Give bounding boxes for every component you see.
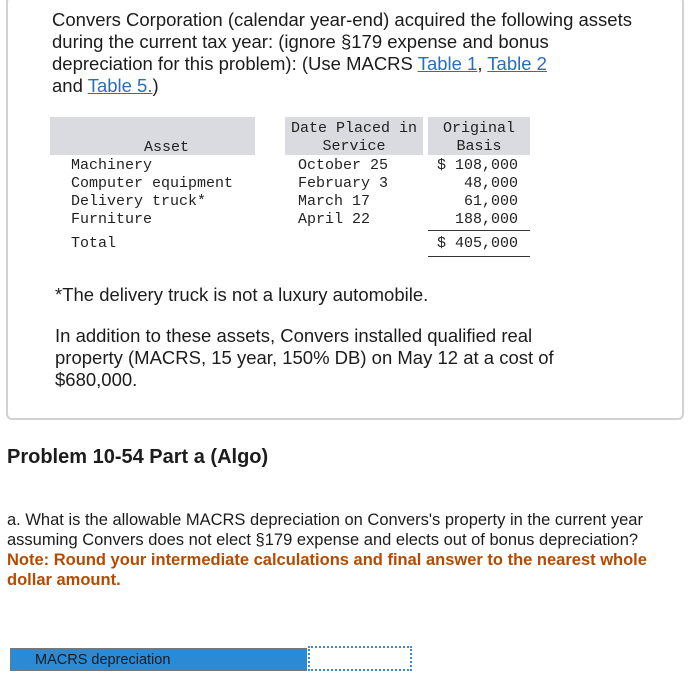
table-5-link[interactable]: Table 5. (87, 75, 153, 96)
intro-separator: , (477, 53, 488, 74)
problem-intro (52, 9, 652, 97)
macrs-depreciation-label: MACRS depreciation (10, 648, 307, 671)
basis-column-header-line2: Basis (456, 138, 502, 155)
intro-text: Convers Corporation (calendar year-end) acquired the following assets during the current tax year: (ignore §179 expense and bonus depreciation for this problem): (Use MACRS (52, 9, 632, 74)
part-title: Problem 10-54 Part a (Algo) (7, 446, 269, 468)
date-placed: April 22 (298, 211, 371, 228)
date-placed: March 17 (298, 193, 371, 210)
asset-column-header: Asset (144, 139, 190, 156)
asset-name: Delivery truck* (71, 193, 207, 210)
asset-name: Machinery (71, 157, 153, 174)
table-2-link[interactable]: Table 2 (487, 53, 547, 74)
assets-table (60, 117, 530, 262)
asset-name: Computer equipment (71, 175, 234, 192)
original-basis: 48,000 (463, 175, 518, 192)
basis-column-header-line1: Original (442, 120, 515, 137)
question-prompt: a. What is the allowable MACRS depreciation on Convers's property in the current year assuming Convers does not elect §179 expense and elects out of bonus depreciation? (7, 511, 643, 549)
date-placed: October 25 (298, 157, 389, 174)
question-text (7, 510, 687, 590)
original-basis: 188,000 (454, 211, 518, 228)
additional-property-text: In addition to these assets, Convers installed qualified real property (MACRS, 15 year, 150% DB) on May 12 at a cost of $680,000. (55, 325, 554, 390)
intro-closing: ) (152, 75, 159, 96)
intro-separator: and (52, 75, 88, 96)
total-underline (428, 256, 530, 257)
asset-name: Furniture (71, 211, 153, 228)
total-basis: $ 405,000 (436, 235, 518, 252)
table-1-link[interactable]: Table 1 (417, 53, 478, 74)
rounding-note: Note: Round your intermediate calculations and final answer to the nearest whole dollar amount. (7, 551, 647, 589)
original-basis: $ 108,000 (436, 157, 518, 174)
total-label: Total (71, 235, 117, 252)
footnote: *The delivery truck is not a luxury automobile. (55, 284, 429, 305)
subtotal-rule (428, 230, 530, 231)
date-placed: February 3 (298, 175, 389, 192)
date-column-header-line1: Date Placed in (290, 120, 418, 137)
macrs-depreciation-input[interactable] (308, 646, 412, 671)
date-column-header-line2: Service (322, 138, 386, 155)
original-basis: 61,000 (463, 193, 518, 210)
